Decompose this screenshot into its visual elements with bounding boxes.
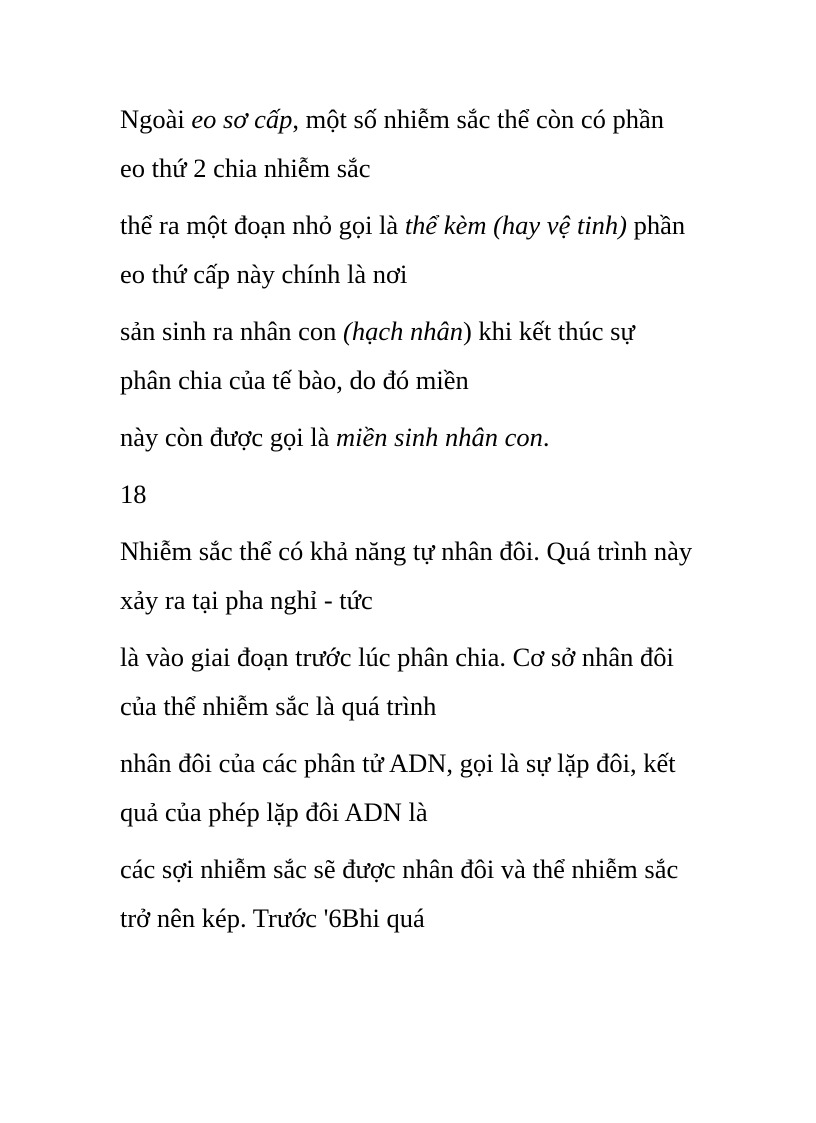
text-line (120, 902, 425, 934)
text-line (120, 747, 676, 779)
page-number: 18 (120, 479, 147, 509)
italic-term: (hạch nhân (343, 316, 463, 346)
text-run: Nhiễm sắc thể có khả năng tự nhân đôi. Quá trình này (120, 536, 693, 566)
text-line (120, 796, 428, 828)
text-run: ) khi kết thúc sự (462, 316, 635, 346)
text-line (120, 103, 664, 135)
text-run: các sợi nhiễm sắc sẽ được nhân đôi và thể nhiễm sắc (120, 854, 679, 884)
text-run: eo thứ cấp này chính là nơi (120, 259, 408, 289)
text-run: Ngoài (120, 104, 192, 134)
text-run: xảy ra tại pha nghỉ - tức (120, 585, 373, 615)
text-run: là vào giai đoạn trước lúc phân chia. Cơ sở nhân đôi (120, 642, 674, 672)
text-run: . (542, 422, 550, 452)
text-run: phân chia của tế bào, do đó miền (120, 365, 469, 395)
text-line (120, 535, 692, 567)
text-run: , một số nhiễm sắc thể còn có phần (292, 104, 665, 134)
text-run: của thể nhiễm sắc là quá trình (120, 691, 437, 721)
text-line (120, 853, 678, 885)
text-line (120, 641, 674, 673)
text-run: phần (627, 210, 686, 240)
text-line (120, 364, 469, 396)
text-line (120, 152, 371, 184)
text-line (120, 209, 685, 241)
text-run: này còn được gọi là (120, 422, 337, 452)
text-run: thể ra một đoạn nhỏ gọi là (120, 210, 405, 240)
text-run: quả của phép lặp đôi ADN là (120, 797, 428, 827)
text-line (120, 690, 436, 722)
text-run: trở nên kép. Trước '6Bhi quá (120, 903, 425, 933)
italic-term: thể kèm (hay vệ tinh) (404, 210, 628, 240)
text-line (120, 315, 635, 347)
text-run: eo thứ 2 chia nhiễm sắc (120, 153, 371, 183)
text-run: nhân đôi của các phân tử ADN, gọi là sự lặp đôi, kết (120, 748, 676, 778)
text-line (120, 258, 407, 290)
text-line (120, 584, 373, 616)
italic-term: eo sơ cấp (191, 104, 293, 134)
text-run: sản sinh ra nhân con (120, 316, 343, 346)
text-line (120, 421, 549, 453)
italic-term: miền sinh nhân con (336, 422, 543, 452)
